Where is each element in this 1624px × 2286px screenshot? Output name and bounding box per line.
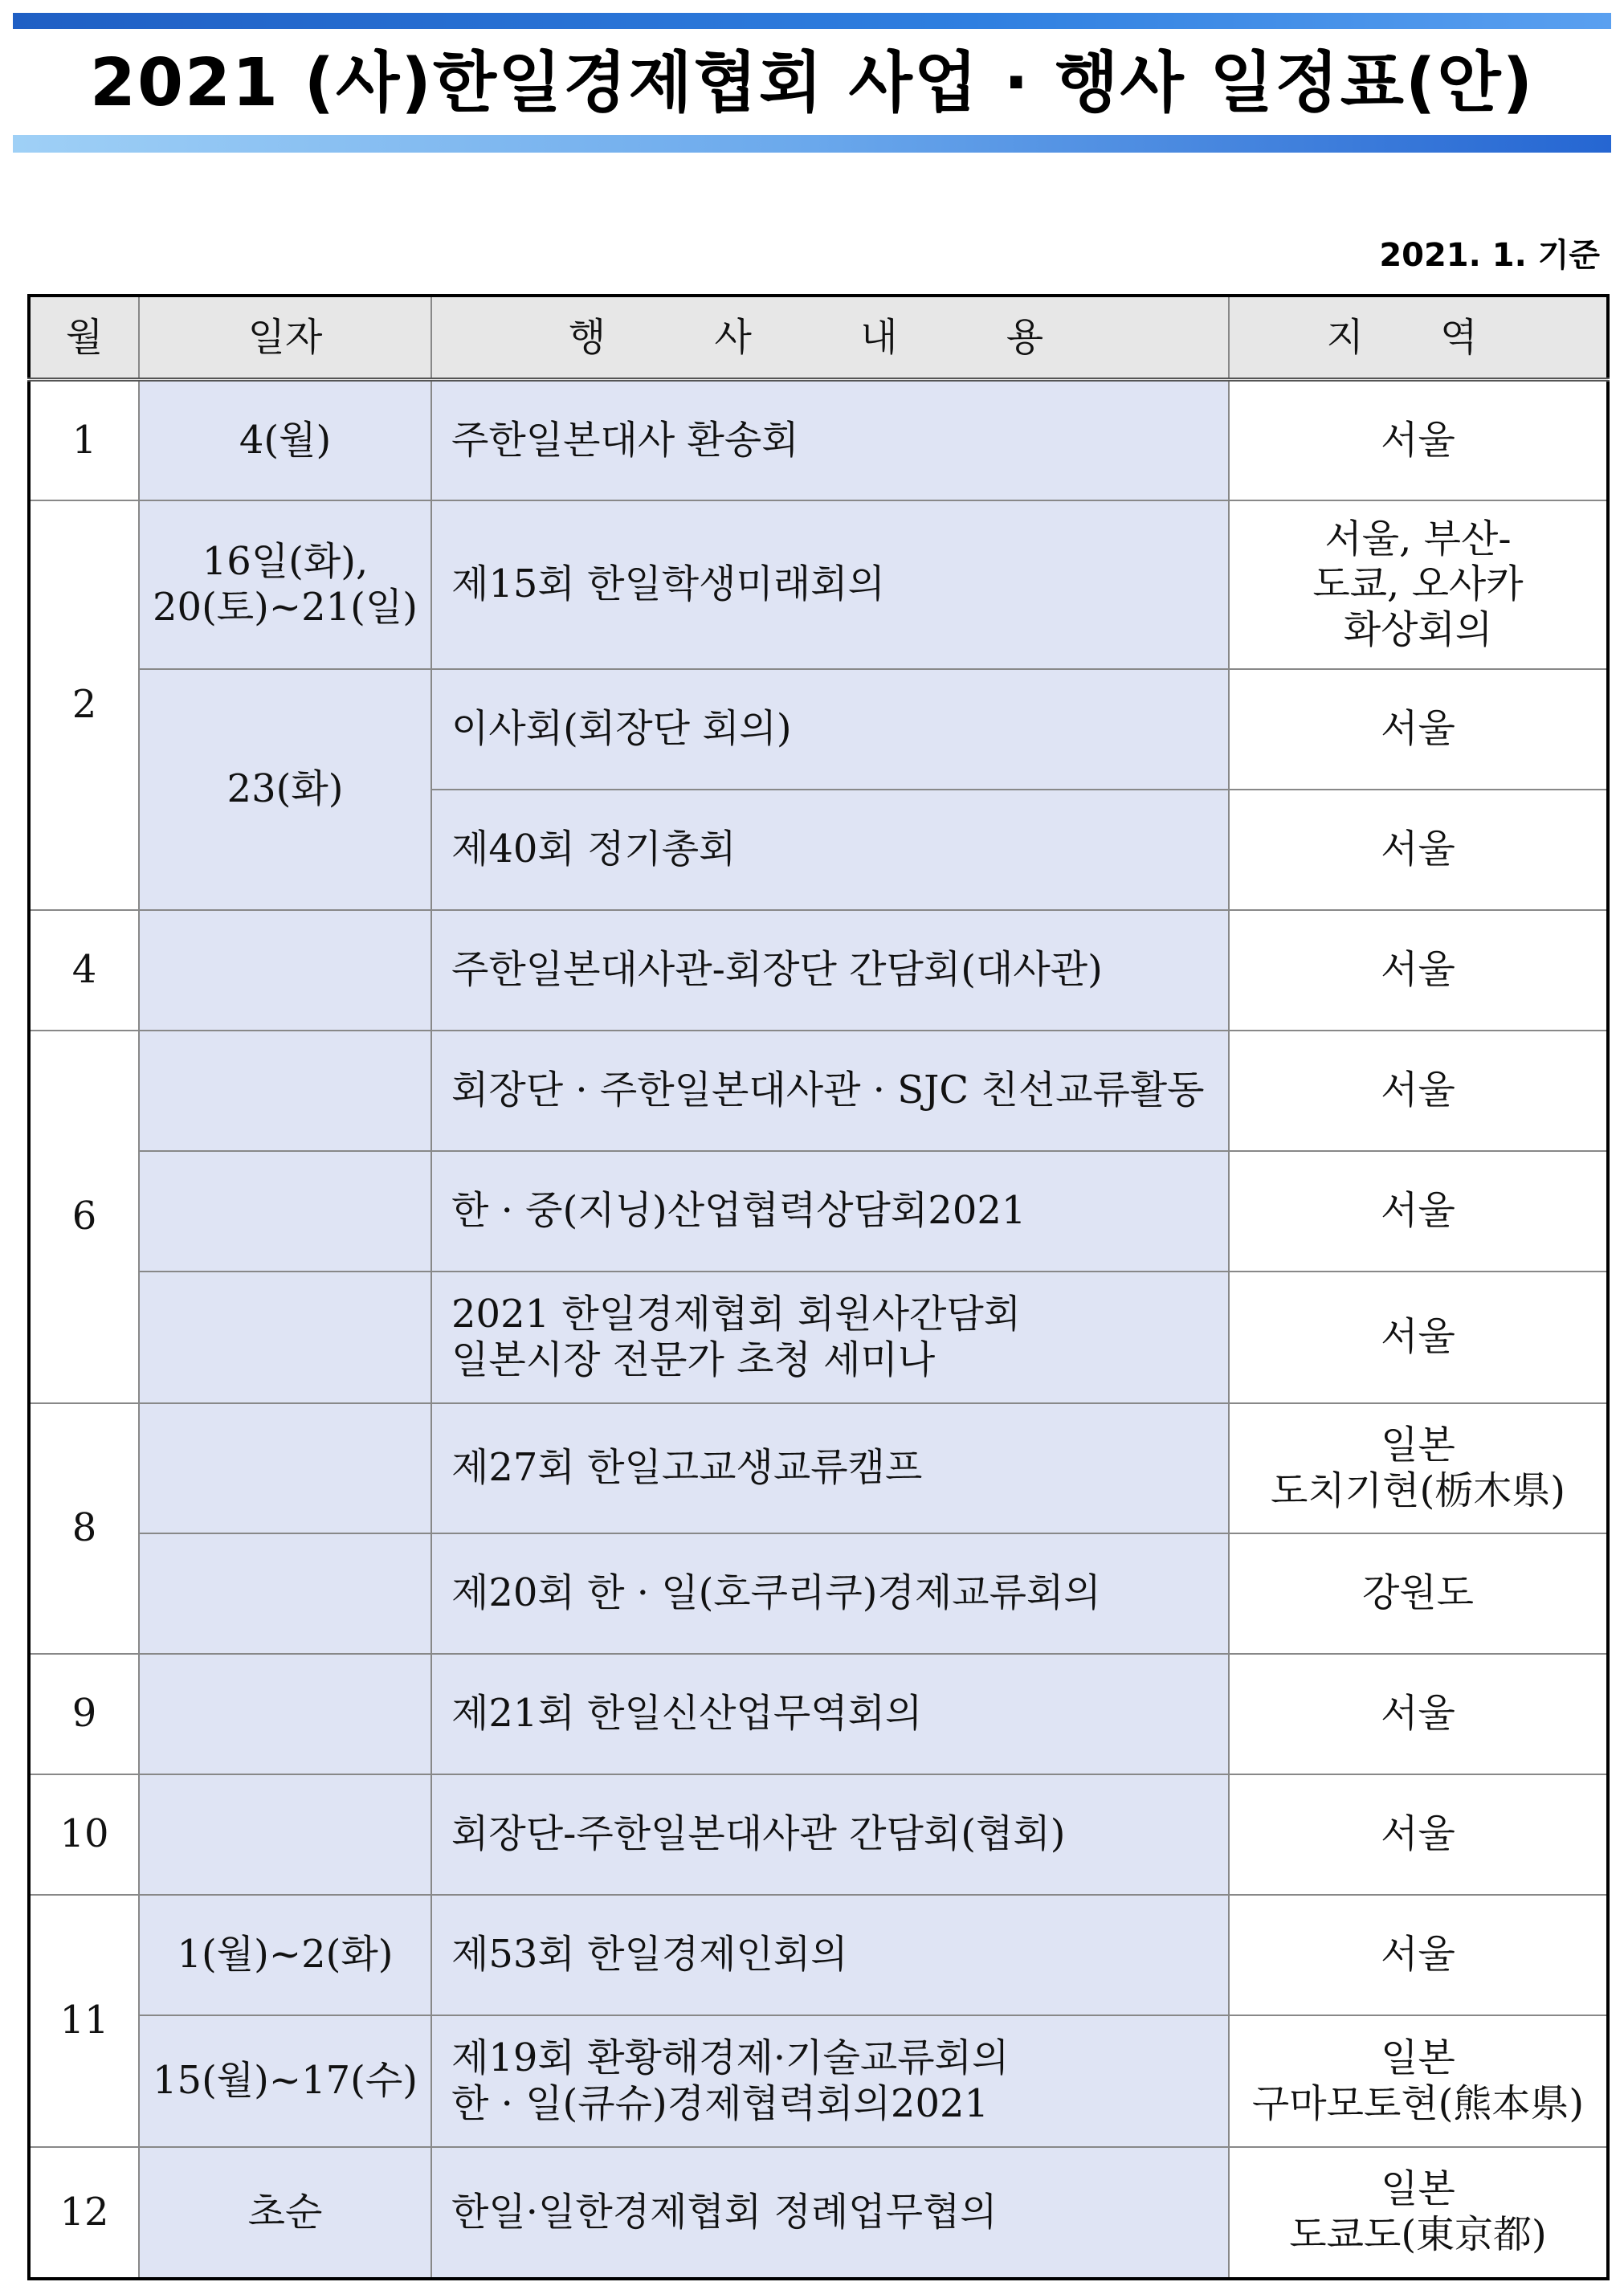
date-cell: 4(월) xyxy=(139,380,431,500)
table-row xyxy=(29,1403,1608,1533)
table-row xyxy=(29,2015,1608,2147)
event-cell: 한일·일한경제협회 정례업무협의 xyxy=(431,2147,1229,2279)
table-row xyxy=(29,1774,1608,1895)
table-row xyxy=(29,1272,1608,1403)
event-cell: 회장단-주한일본대사관 간담회(협회) xyxy=(431,1774,1229,1895)
table-row xyxy=(29,1031,1608,1151)
event-cell: 제40회 정기총회 xyxy=(431,790,1229,910)
table-row xyxy=(29,1654,1608,1774)
region-cell: 서울, 부산- 도쿄, 오사카 화상회의 xyxy=(1229,500,1608,669)
date-cell: 16일(화), 20(토)~21(일) xyxy=(139,500,431,669)
date-cell xyxy=(139,1654,431,1774)
month-cell: 10 xyxy=(29,1774,139,1895)
date-cell: 23(화) xyxy=(139,669,431,910)
date-cell xyxy=(139,910,431,1031)
event-cell: 제15회 한일학생미래회의 xyxy=(431,500,1229,669)
event-cell: 한 · 중(지닝)산업협력상담회2021 xyxy=(431,1151,1229,1272)
region-cell: 서울 xyxy=(1229,1895,1608,2015)
region-cell: 서울 xyxy=(1229,669,1608,790)
month-cell: 2 xyxy=(29,500,139,910)
table-row xyxy=(29,500,1608,669)
table-row xyxy=(29,1151,1608,1272)
event-cell: 주한일본대사관-회장단 간담회(대사관) xyxy=(431,910,1229,1031)
region-cell: 강원도 xyxy=(1229,1533,1608,1654)
region-cell: 서울 xyxy=(1229,1774,1608,1895)
date-cell: 15(월)~17(수) xyxy=(139,2015,431,2147)
event-cell: 이사회(회장단 회의) xyxy=(431,669,1229,790)
region-cell: 서울 xyxy=(1229,1151,1608,1272)
date-cell xyxy=(139,1031,431,1151)
table-row xyxy=(29,1895,1608,2015)
month-cell: 9 xyxy=(29,1654,139,1774)
month-cell: 1 xyxy=(29,380,139,500)
month-cell: 12 xyxy=(29,2147,139,2279)
date-cell xyxy=(139,1533,431,1654)
header-row xyxy=(29,296,1608,380)
event-cell: 2021 한일경제협회 회원사간담회 일본시장 전문가 초청 세미나 xyxy=(431,1272,1229,1403)
table-row xyxy=(29,669,1608,790)
date-cell xyxy=(139,1774,431,1895)
title-bar-top xyxy=(13,13,1611,29)
table-row xyxy=(29,910,1608,1031)
table-row xyxy=(29,2147,1608,2279)
header-month: 월 xyxy=(29,296,139,380)
region-cell: 서울 xyxy=(1229,1272,1608,1403)
page-title: 2021 (사)한일경제협회 사업 · 행사 일정표(안) xyxy=(89,45,1535,121)
region-cell: 서울 xyxy=(1229,1654,1608,1774)
date-cell: 초순 xyxy=(139,2147,431,2279)
region-cell: 서울 xyxy=(1229,910,1608,1031)
header-date: 일자 xyxy=(139,296,431,380)
schedule-table xyxy=(27,294,1610,2280)
event-cell: 회장단 · 주한일본대사관 · SJC 친선교류활동 xyxy=(431,1031,1229,1151)
event-cell: 제27회 한일고교생교류캠프 xyxy=(431,1403,1229,1533)
region-cell: 일본 도쿄도(東京都) xyxy=(1229,2147,1608,2279)
event-cell: 주한일본대사 환송회 xyxy=(431,380,1229,500)
region-cell: 서울 xyxy=(1229,380,1608,500)
event-cell: 제19회 환황해경제·기술교류회의 한 · 일(큐슈)경제협력회의2021 xyxy=(431,2015,1229,2147)
month-cell: 6 xyxy=(29,1031,139,1403)
table-row xyxy=(29,1533,1608,1654)
region-cell: 서울 xyxy=(1229,790,1608,910)
region-cell: 일본 구마모토현(熊本県) xyxy=(1229,2015,1608,2147)
month-cell: 8 xyxy=(29,1403,139,1654)
month-cell: 11 xyxy=(29,1895,139,2147)
date-cell xyxy=(139,1151,431,1272)
title-bar-bottom xyxy=(13,135,1611,153)
base-date: 2021. 1. 기준 xyxy=(1379,237,1600,274)
date-cell xyxy=(139,1272,431,1403)
table-row xyxy=(29,380,1608,500)
region-cell: 일본 도치기현(栃木県) xyxy=(1229,1403,1608,1533)
date-cell xyxy=(139,1403,431,1533)
event-cell: 제20회 한 · 일(호쿠리쿠)경제교류회의 xyxy=(431,1533,1229,1654)
date-cell: 1(월)~2(화) xyxy=(139,1895,431,2015)
region-cell: 서울 xyxy=(1229,1031,1608,1151)
header-event: 행 사 내 용 xyxy=(431,296,1229,380)
header-region: 지 역 xyxy=(1229,296,1608,380)
month-cell: 4 xyxy=(29,910,139,1031)
event-cell: 제53회 한일경제인회의 xyxy=(431,1895,1229,2015)
event-cell: 제21회 한일신산업무역회의 xyxy=(431,1654,1229,1774)
